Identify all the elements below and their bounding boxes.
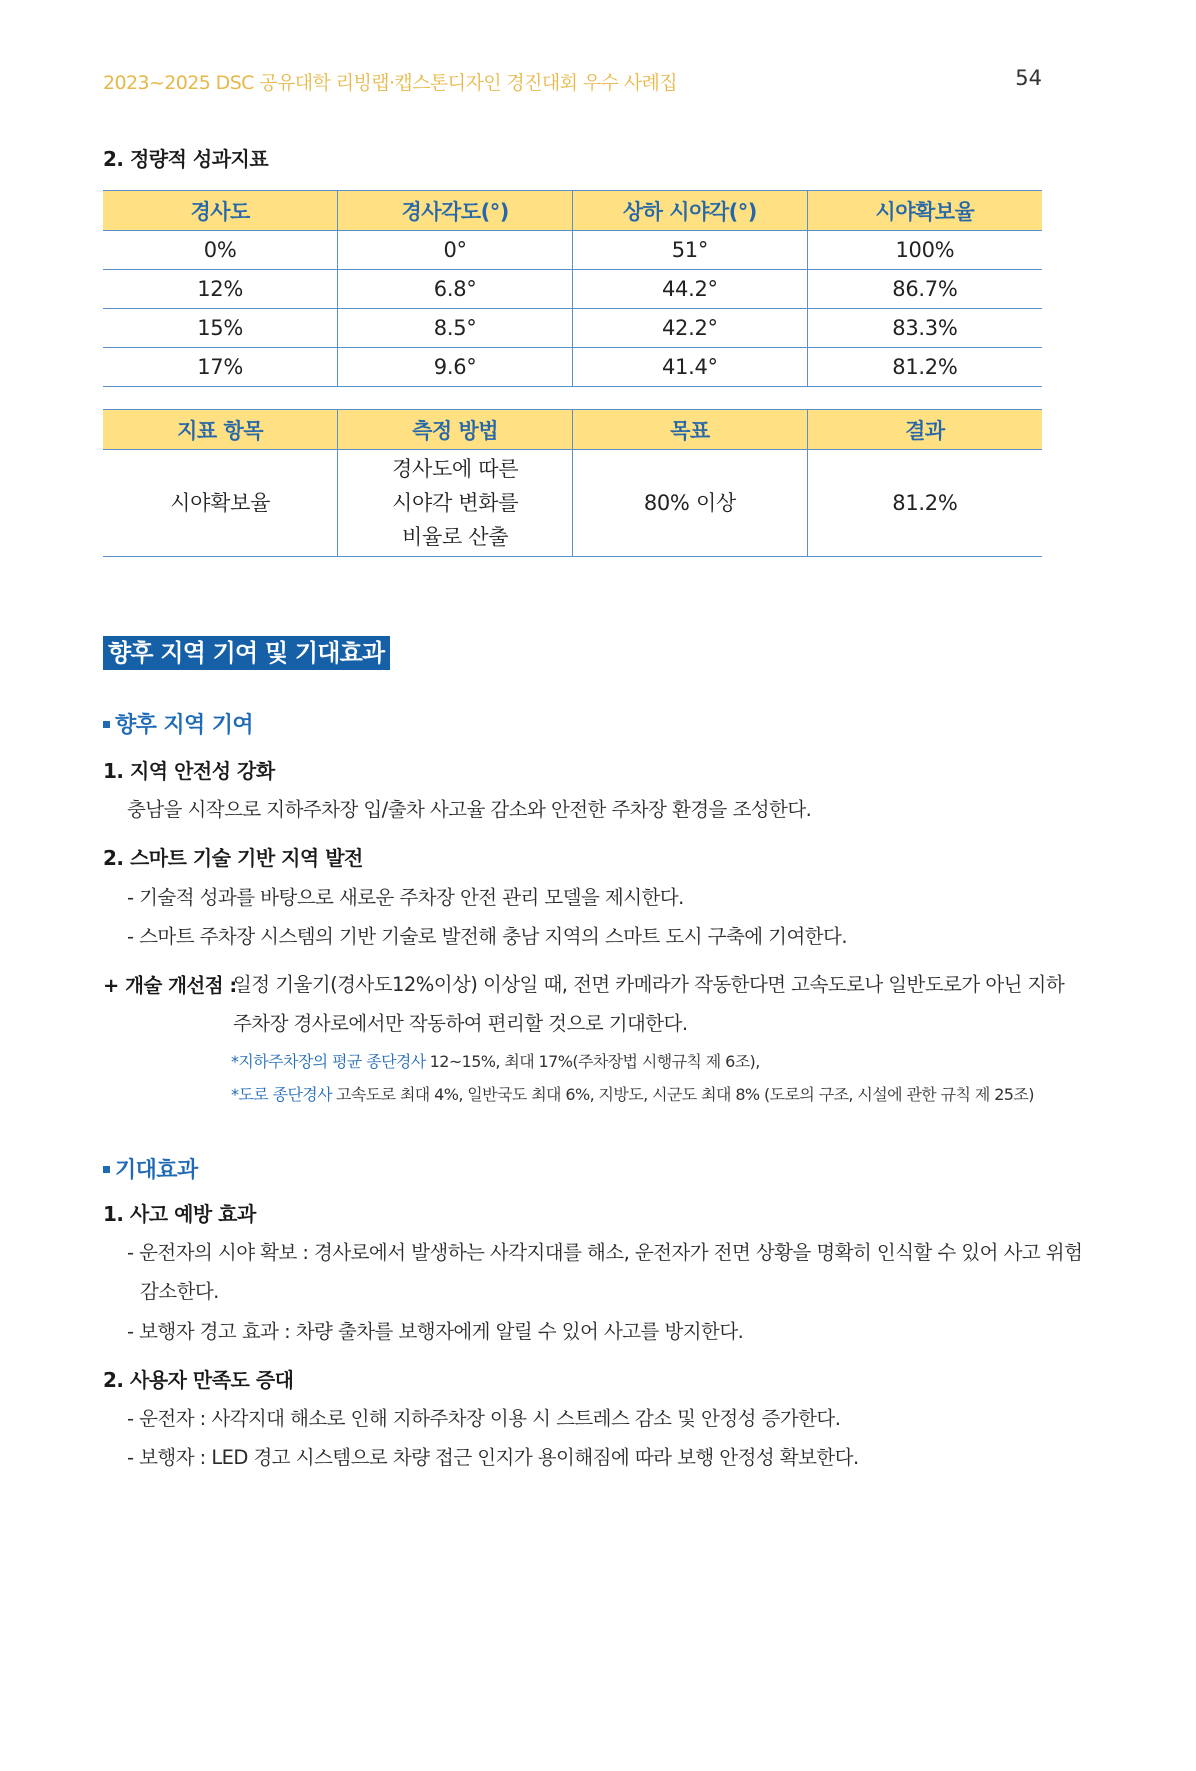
table-row (103, 270, 1042, 309)
subsection-heading-effects (103, 1153, 198, 1184)
table-header-cell: 목표 (573, 410, 808, 450)
table-cell-item: 시야확보율 (103, 450, 338, 557)
table-cell: 8.5° (338, 309, 573, 348)
footnote-key: *지하주차장의 평균 종단경사 (231, 1052, 426, 1071)
table-cell: 6.8° (338, 270, 573, 309)
page-number: 54 (1015, 66, 1042, 90)
table-row (103, 309, 1042, 348)
table-header-row (103, 410, 1042, 450)
table-header-cell: 결과 (807, 410, 1042, 450)
document-header-title: 2023~2025 DSC 공유대학 리빙랩·캡스톤디자인 경진대회 우수 사례집 (103, 72, 678, 94)
bullet-line: - 보행자 : LED 경고 시스템으로 차량 접근 인지가 용이해짐에 따라 보행 안정성 확보한다. (127, 1446, 859, 1469)
table-header-cell: 경사각도(°) (338, 191, 573, 231)
table-row (103, 231, 1042, 270)
bullet-line: - 기술적 성과를 바탕으로 새로운 주차장 안전 관리 모델을 제시한다. (127, 886, 684, 909)
table-row (103, 348, 1042, 387)
subsection-heading-contribution (103, 708, 253, 739)
table-cell: 81.2% (807, 348, 1042, 387)
table-header-cell: 측정 방법 (338, 410, 573, 450)
improvement-text-line: 주차장 경사로에서만 작동하여 편리할 것으로 기대한다. (233, 1012, 688, 1035)
table-header-row (103, 191, 1042, 231)
table-cell: 100% (807, 231, 1042, 270)
table-cell: 0° (338, 231, 573, 270)
method-line: 시야각 변화를 (391, 491, 519, 515)
table-header-cell: 경사도 (103, 191, 338, 231)
subsection-label: 향후 지역 기여 (115, 713, 254, 738)
bullet-continuation-line: 감소한다. (140, 1280, 219, 1303)
metric-table (103, 409, 1042, 557)
table-cell: 0% (103, 231, 338, 270)
table-header-cell: 지표 항목 (103, 410, 338, 450)
bullet-line: - 운전자의 시야 확보 : 경사로에서 발생하는 사각지대를 해소, 운전자가 전면 상황을 명확히 인식할 수 있어 사고 위험 (127, 1241, 1083, 1264)
table-cell-target: 80% 이상 (573, 450, 808, 557)
method-line: 비율로 산출 (401, 525, 509, 549)
square-bullet-icon (103, 721, 110, 728)
table-cell: 83.3% (807, 309, 1042, 348)
bullet-line: - 운전자 : 사각지대 해소로 인해 지하주차장 이용 시 스트레스 감소 및 안정성 증가한다. (127, 1407, 841, 1430)
footnote-line (231, 1049, 760, 1072)
table-cell: 9.6° (338, 348, 573, 387)
table-cell: 51° (573, 231, 808, 270)
footnote-key: *도로 종단경사 (231, 1085, 333, 1104)
body-text-line: 충남을 시작으로 지하주차장 입/출차 사고율 감소와 안전한 주차장 환경을 조성한다. (127, 798, 812, 821)
item-title: 2. 사용자 만족도 증대 (103, 1368, 294, 1392)
improvement-label: + 개술 개선점 : (103, 974, 237, 997)
method-line: 경사도에 따른 (391, 457, 519, 481)
table-header-cell: 상하 시야각(°) (573, 191, 808, 231)
item-title: 1. 지역 안전성 강화 (103, 759, 275, 783)
table-cell: 41.4° (573, 348, 808, 387)
footnote-text: 12~15%, 최대 17%(주차장법 시행규칙 제 6조), (429, 1052, 760, 1071)
improvement-text-line: 일정 기울기(경사도12%이상) 이상일 때, 전면 카메라가 작동한다면 고속도로나 일반도로가 아닌 지하 (233, 973, 1065, 996)
item-title: 1. 사고 예방 효과 (103, 1202, 256, 1226)
table-cell: 44.2° (573, 270, 808, 309)
footnote-text: 고속도로 최대 4%, 일반국도 최대 6%, 지방도, 시군도 최대 8% (도로의 구조, 시설에 관한 규칙 제 25조) (336, 1085, 1034, 1104)
table-cell-result: 81.2% (807, 450, 1042, 557)
bullet-line: - 스마트 주차장 시스템의 기반 기술로 발전해 충남 지역의 스마트 도시 구축에 기여한다. (127, 925, 847, 948)
square-bullet-icon (103, 1166, 110, 1173)
footnote-line (231, 1082, 1034, 1105)
table-cell: 86.7% (807, 270, 1042, 309)
table-cell: 17% (103, 348, 338, 387)
item-title: 2. 스마트 기술 기반 지역 발전 (103, 846, 363, 870)
bullet-line: - 보행자 경고 효과 : 차량 출차를 보행자에게 알릴 수 있어 사고를 방지한다. (127, 1320, 744, 1343)
table-header-cell: 시야확보율 (807, 191, 1042, 231)
subsection-label: 기대효과 (115, 1158, 198, 1183)
table-cell: 42.2° (573, 309, 808, 348)
slope-angle-table (103, 190, 1042, 387)
table-cell-method (338, 450, 573, 557)
section-banner: 향후 지역 기여 및 기대효과 (103, 636, 390, 670)
kpi-section-title: 2. 정량적 성과지표 (103, 147, 269, 171)
table-cell: 12% (103, 270, 338, 309)
table-row (103, 450, 1042, 557)
table-cell: 15% (103, 309, 338, 348)
